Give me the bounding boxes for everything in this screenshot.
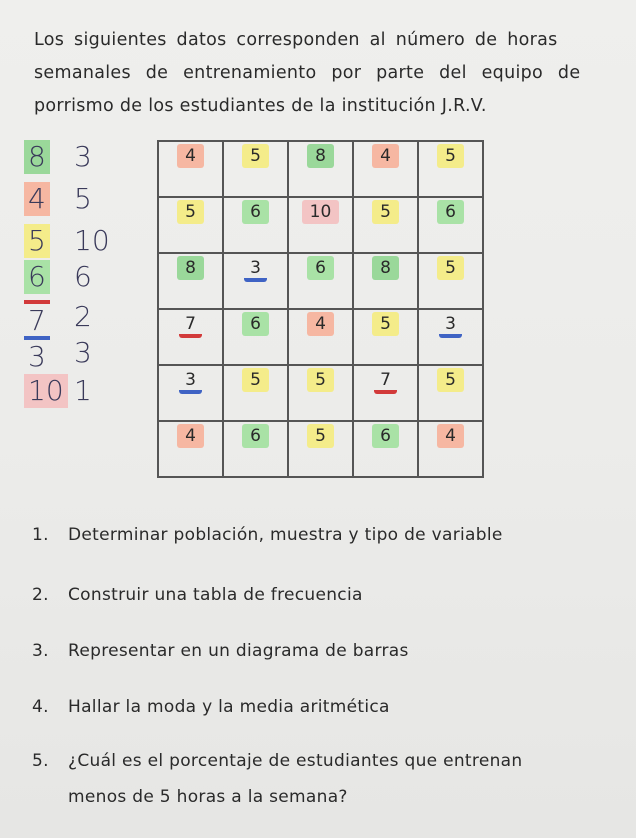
table-cell (288, 141, 353, 197)
statement-line-2: semanales de entrenamiento por parte del equipo de (34, 63, 581, 83)
tally-row (8, 336, 138, 376)
table-cell (353, 365, 418, 421)
statement-line-1: Los siguientes datos corresponden al número de horas (34, 30, 558, 50)
table-cell (158, 253, 223, 309)
question-item (32, 697, 390, 717)
tally-row (8, 140, 138, 180)
cell-value: 5 (372, 312, 399, 336)
cell-value: 8 (372, 256, 399, 280)
question-number: 3. (32, 641, 49, 661)
table-row (158, 141, 483, 197)
table-cell (288, 309, 353, 365)
cell-value: 4 (177, 144, 204, 168)
table-row (158, 253, 483, 309)
table-cell (353, 197, 418, 253)
tally-value: 3 (24, 336, 50, 374)
cell-value: 5 (372, 200, 399, 224)
table-cell (158, 309, 223, 365)
cell-value: 4 (372, 144, 399, 168)
table-cell (418, 365, 483, 421)
question-text: Construir una tabla de frecuencia (68, 585, 363, 605)
table-cell (418, 309, 483, 365)
cell-value: 6 (242, 200, 269, 224)
question-number: 5. (32, 751, 49, 771)
cell-value: 3 (244, 256, 267, 282)
table-cell (223, 141, 288, 197)
question-text: Hallar la moda y la media aritmética (68, 697, 390, 717)
tally-frequency: 6 (74, 260, 92, 293)
handwritten-frequency-notes (8, 140, 138, 420)
table-row (158, 421, 483, 477)
question-number: 2. (32, 585, 49, 605)
tally-row (8, 182, 138, 222)
cell-value: 7 (179, 312, 202, 338)
table-cell (353, 253, 418, 309)
table-cell (158, 365, 223, 421)
question-item (32, 525, 503, 545)
cell-value: 5 (437, 144, 464, 168)
cell-value: 6 (307, 256, 334, 280)
table-cell (353, 141, 418, 197)
table-cell (223, 253, 288, 309)
tally-row (8, 224, 138, 264)
cell-value: 3 (439, 312, 462, 338)
cell-value: 8 (307, 144, 334, 168)
table-cell (288, 421, 353, 477)
table-cell (418, 197, 483, 253)
cell-value: 8 (177, 256, 204, 280)
cell-value: 6 (242, 312, 269, 336)
cell-value: 6 (437, 200, 464, 224)
tally-value: 8 (24, 140, 50, 174)
table-cell (223, 365, 288, 421)
tally-row (8, 300, 138, 340)
cell-value: 4 (177, 424, 204, 448)
table-cell (158, 421, 223, 477)
tally-frequency: 2 (74, 300, 92, 333)
table-cell (353, 309, 418, 365)
table-cell (288, 197, 353, 253)
tally-value: 5 (24, 224, 50, 258)
table-row (158, 197, 483, 253)
table-cell (418, 253, 483, 309)
cell-value: 4 (307, 312, 334, 336)
cell-value: 7 (374, 368, 397, 394)
problem-statement (34, 24, 614, 123)
table-cell (353, 421, 418, 477)
table-row (158, 365, 483, 421)
table-cell (418, 141, 483, 197)
cell-value: 5 (307, 368, 334, 392)
tally-value: 6 (24, 260, 50, 294)
tally-frequency: 1 (74, 374, 92, 407)
table-cell (223, 421, 288, 477)
question-item (32, 585, 363, 605)
table-cell (158, 141, 223, 197)
question-number: 1. (32, 525, 49, 545)
question-item (32, 751, 522, 771)
statement-line-3: porrismo de los estudiantes de la institución J.R.V. (34, 96, 487, 116)
tally-frequency: 10 (74, 224, 110, 257)
cell-value: 5 (242, 368, 269, 392)
tally-frequency: 3 (74, 336, 92, 369)
question-number: 4. (32, 697, 49, 717)
cell-value: 5 (242, 144, 269, 168)
question-text: Determinar población, muestra y tipo de variable (68, 525, 503, 545)
table-cell (223, 197, 288, 253)
data-table (157, 140, 484, 478)
tally-frequency: 5 (74, 182, 92, 215)
question-text-continued: menos de 5 horas a la semana? (68, 787, 348, 807)
cell-value: 5 (437, 368, 464, 392)
table-cell (223, 309, 288, 365)
cell-value: 4 (437, 424, 464, 448)
cell-value: 10 (302, 200, 340, 224)
table-cell (158, 197, 223, 253)
question-text: Representar en un diagrama de barras (68, 641, 409, 661)
cell-value: 3 (179, 368, 202, 394)
tally-row (8, 374, 138, 414)
tally-value: 7 (24, 300, 50, 338)
table-cell (288, 253, 353, 309)
cell-value: 6 (372, 424, 399, 448)
tally-row (8, 260, 138, 300)
tally-frequency: 3 (74, 140, 92, 173)
table-cell (418, 421, 483, 477)
tally-value: 4 (24, 182, 50, 216)
cell-value: 6 (242, 424, 269, 448)
cell-value: 5 (177, 200, 204, 224)
cell-value: 5 (307, 424, 334, 448)
cell-value: 5 (437, 256, 464, 280)
tally-value: 10 (24, 374, 68, 408)
table-cell (288, 365, 353, 421)
table-row (158, 309, 483, 365)
question-item (32, 641, 409, 661)
question-text: ¿Cuál es el porcentaje de estudiantes que entrenan (68, 751, 523, 771)
